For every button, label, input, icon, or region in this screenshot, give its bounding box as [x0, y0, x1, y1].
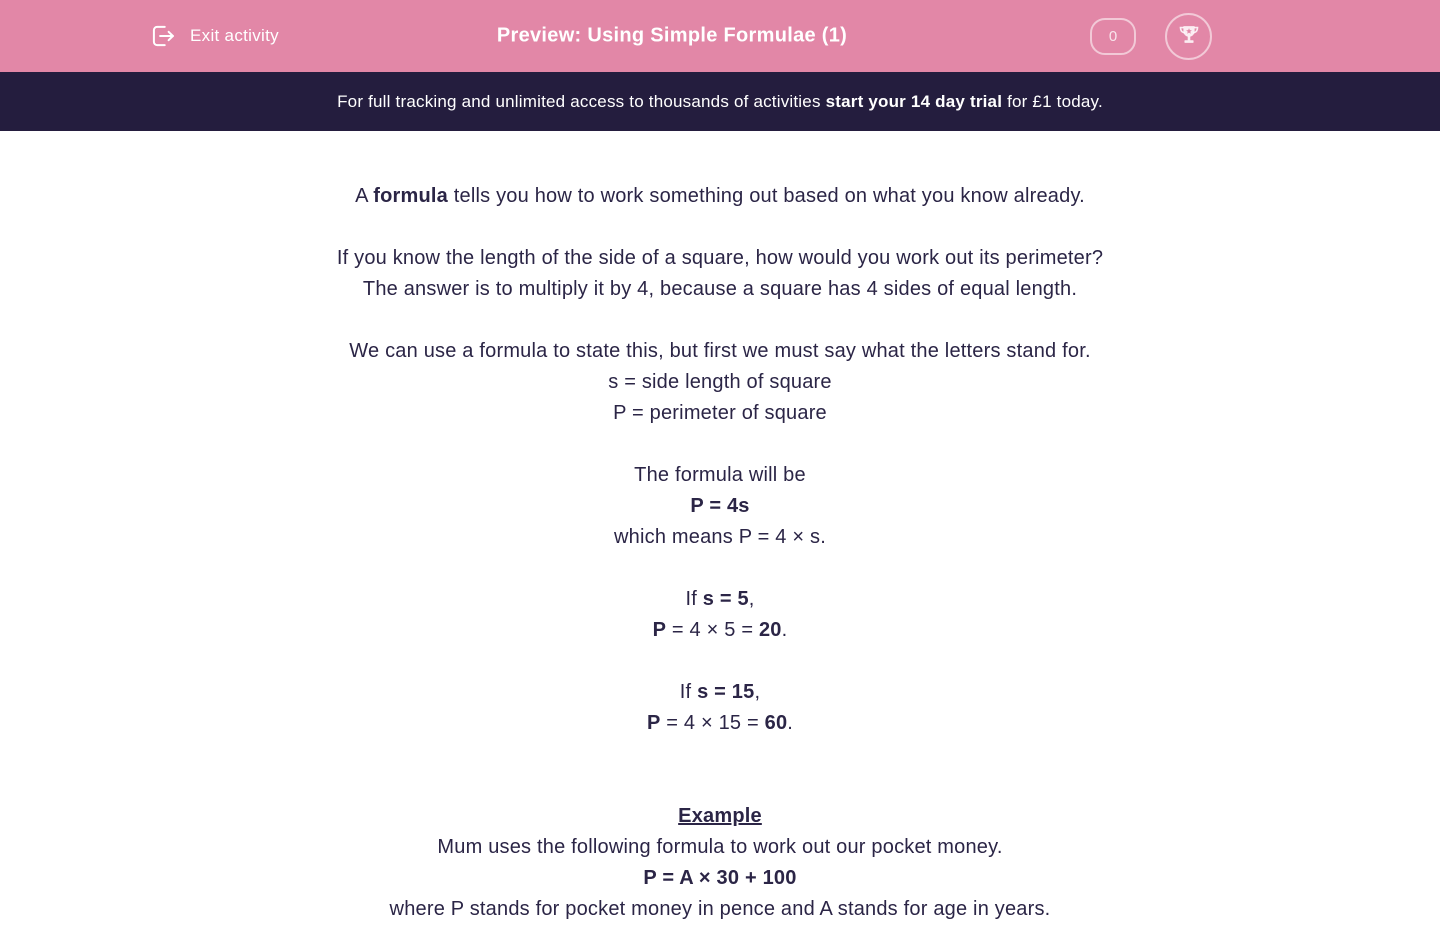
- content-line-p-def: P = perimeter of square: [613, 402, 827, 424]
- page-title: Preview: Using Simple Formulae (1): [496, 24, 848, 47]
- app-header: [0, 0, 1440, 72]
- content-line-example-title: Example: [678, 805, 762, 827]
- content-line-intro: A formula tells you how to work something out based on what you know already.: [355, 185, 1085, 207]
- content-line-letters: We can use a formula to state this, but first we must say what the letters stand for.: [349, 340, 1091, 362]
- content-line-p60: P = 4 × 15 = 60.: [646, 712, 794, 734]
- content-line-p20: P = 4 × 5 = 20.: [652, 619, 788, 641]
- score-badge: [1090, 18, 1136, 55]
- trial-text-after: for £1 today.: [1002, 91, 1103, 111]
- activity-preview-content: [0, 131, 1440, 925]
- trophy-icon: [1175, 21, 1203, 52]
- content-line-question: If you know the length of the side of a square, how would you work out its perimeter?: [336, 247, 1104, 269]
- exit-activity-button[interactable]: [148, 0, 279, 72]
- content-line-formula: P = 4s: [690, 495, 750, 517]
- content-line-example-formula: P = A × 30 + 100: [643, 867, 797, 889]
- score-value: 0: [1108, 28, 1118, 45]
- content-line-example-where: where P stands for pocket money in pence and A stands for age in years.: [389, 898, 1051, 920]
- content-line-if-s15: If s = 15,: [679, 681, 761, 703]
- content-line-formula-intro: The formula will be: [634, 464, 806, 486]
- trial-banner: [0, 72, 1440, 131]
- start-trial-link[interactable]: start your 14 day trial: [825, 91, 1003, 111]
- content-line-formula-means: which means P = 4 × s.: [614, 526, 826, 548]
- content-line-answer: The answer is to multiply it by 4, because a square has 4 sides of equal length.: [362, 278, 1078, 300]
- exit-activity-label: Exit activity: [190, 26, 279, 45]
- exit-icon: [148, 22, 178, 50]
- content-line-example-intro: Mum uses the following formula to work out our pocket money.: [437, 836, 1003, 858]
- content-line-if-s5: If s = 5,: [685, 588, 755, 610]
- trophy-button[interactable]: [1165, 13, 1212, 60]
- trial-text-before: For full tracking and unlimited access to thousands of activities: [337, 91, 826, 111]
- content-line-s-def: s = side length of square: [608, 371, 832, 393]
